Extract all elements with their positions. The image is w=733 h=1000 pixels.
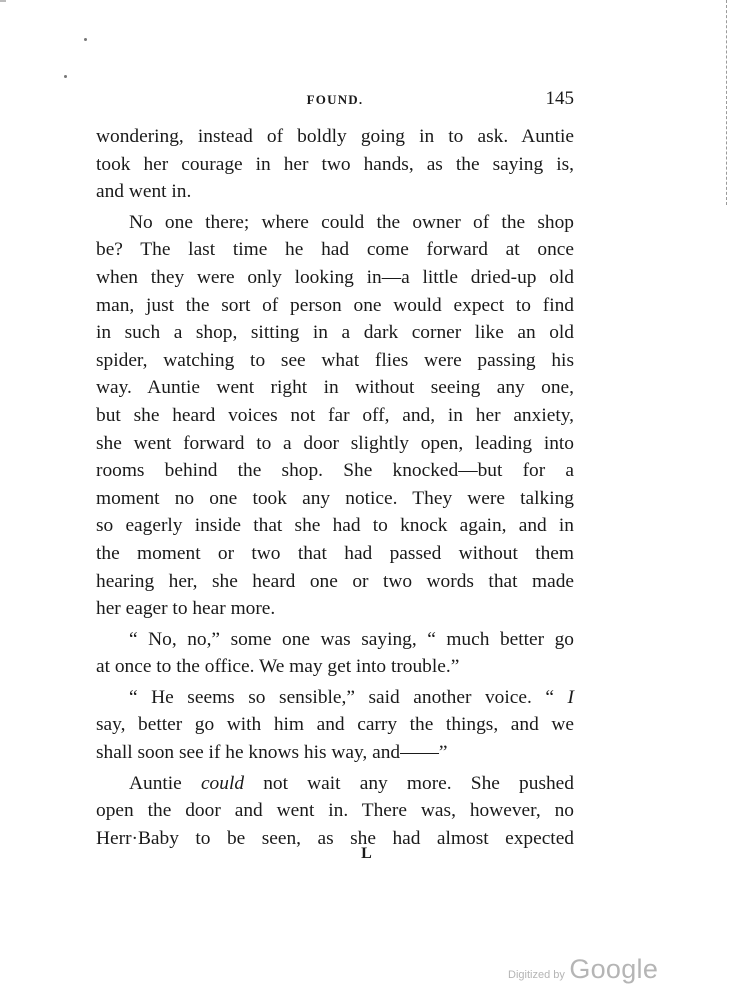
- text-line: hearing her, she heard one or two words that made: [96, 570, 574, 592]
- signature-mark: L: [361, 845, 372, 862]
- page-number: 145: [545, 88, 574, 109]
- text-line: Herr·Baby to be seen, as she had almost expected: [96, 827, 574, 849]
- digitized-watermark: [508, 954, 658, 985]
- text-line: “ No, no,” some one was saying, “ much better go: [129, 628, 574, 650]
- running-title: FOUND.: [306, 92, 364, 107]
- scan-speck: [64, 75, 67, 78]
- text-line: moment no one took any notice. They were talking: [96, 487, 574, 509]
- text-line: and went in.: [96, 181, 192, 203]
- page-header: [96, 90, 574, 114]
- text-line: open the door and went in. There was, however, no: [96, 800, 574, 822]
- text-line: man, just the sort of person one would expect to find: [96, 294, 574, 316]
- text-line: but she heard voices not far off, and, in her anxiety,: [96, 404, 574, 426]
- text-line: so eagerly inside that she had to knock again, and in: [96, 515, 574, 537]
- text-line: she went forward to a door slightly open, leading into: [96, 432, 574, 454]
- text-line: the moment or two that had passed without them: [96, 542, 574, 564]
- text-line: say, better go with him and carry the things, and we: [96, 714, 574, 736]
- text-line: “ He seems so sensible,” said another voice. “ I: [129, 686, 574, 708]
- watermark-prefix: Digitized by: [508, 969, 565, 981]
- text-line: be? The last time he had come forward at once: [96, 239, 574, 261]
- body-text: [96, 123, 574, 852]
- scan-speck: [84, 38, 87, 41]
- text-line: spider, watching to see what flies were passing his: [96, 349, 574, 371]
- text-line: took her courage in her two hands, as the saying is,: [96, 153, 574, 175]
- text-line: at once to the office. We may get into trouble.”: [96, 656, 460, 678]
- text-line: way. Auntie went right in without seeing any one,: [96, 377, 574, 399]
- text-line: her eager to hear more.: [96, 598, 276, 620]
- google-logo: Google: [569, 954, 659, 984]
- text-line: in such a shop, sitting in a dark corner like an old: [96, 322, 574, 344]
- text-line: Auntie could not wait any more. She pushed: [129, 772, 574, 794]
- scan-edge-mark: [0, 0, 6, 2]
- text-line: when they were only looking in—a little dried-up old: [96, 266, 574, 288]
- text-line: shall soon see if he knows his way, and——”: [96, 742, 448, 764]
- text-line: rooms behind the shop. She knocked—but for a: [96, 460, 574, 482]
- text-line: No one there; where could the owner of the shop: [129, 211, 574, 233]
- scan-edge-right: [724, 0, 727, 205]
- text-line: wondering, instead of boldly going in to ask. Auntie: [96, 126, 574, 147]
